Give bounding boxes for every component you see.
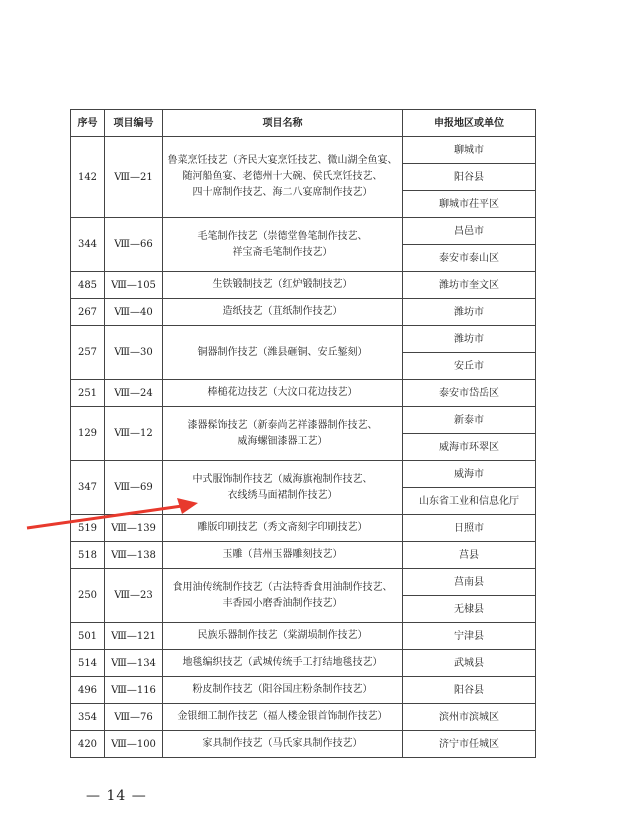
region-cell: 无棣县 — [403, 596, 536, 623]
header-region: 申报地区或单位 — [403, 110, 536, 137]
serial-cell: 251 — [71, 380, 105, 407]
project-name-line: 家具制作技艺（马氏家具制作技艺） — [202, 738, 363, 749]
project-name-line: 金银细工制作技艺（福人楼金银首饰制作技艺） — [177, 711, 388, 722]
project-name-line: 棒槌花边技艺（大汶口花边技艺） — [207, 387, 358, 398]
project-name-line: 粉皮制作技艺（阳谷国庄粉条制作技艺） — [192, 684, 373, 695]
page-number: — 14 — — [86, 788, 147, 804]
code-cell: Ⅷ—21 — [105, 137, 163, 218]
region-cell: 潍坊市 — [403, 299, 536, 326]
region-cell: 阳谷县 — [403, 164, 536, 191]
project-name-line: 中式服饰制作技艺（威海旗袍制作技艺、 — [192, 473, 373, 485]
project-name-line: 随河船鱼宴、老德州十大碗、侯氏烹饪技艺、 — [182, 171, 383, 182]
region-cell: 聊城市茌平区 — [403, 191, 536, 218]
code-cell: Ⅷ—76 — [105, 704, 163, 731]
project-name-line: 威海螺钿漆器工艺） — [237, 435, 328, 447]
region-cell: 泰安市岱岳区 — [403, 380, 536, 407]
code-cell: Ⅷ—138 — [105, 542, 163, 569]
serial-cell: 267 — [71, 299, 105, 326]
project-name-line: 生铁锻制技艺（红炉锻制技艺） — [212, 279, 353, 290]
region-cell: 滨州市滨城区 — [403, 704, 536, 731]
serial-cell: 485 — [71, 272, 105, 299]
serial-cell: 518 — [71, 542, 105, 569]
region-cell: 聊城市 — [403, 137, 536, 164]
region-cell: 潍坊市奎文区 — [403, 272, 536, 299]
arrow-shaft — [27, 506, 182, 528]
serial-cell: 129 — [71, 407, 105, 461]
region-cell: 阳谷县 — [403, 677, 536, 704]
serial-cell: 257 — [71, 326, 105, 380]
project-name-line: 民族乐器制作技艺（棠湖埙制作技艺） — [197, 630, 368, 641]
serial-cell: 354 — [71, 704, 105, 731]
serial-cell: 344 — [71, 218, 105, 272]
project-name-line: 鲁菜烹饪技艺（齐民大宴烹饪技艺、微山湖全鱼宴、 — [167, 155, 398, 166]
code-cell: Ⅷ—105 — [105, 272, 163, 299]
code-cell: Ⅷ—23 — [105, 569, 163, 623]
serial-cell: 420 — [71, 731, 105, 758]
project-name-line: 漆器髹饰技艺（新泰尚艺祥漆器制作技艺、 — [187, 419, 378, 431]
project-name-line: 玉雕（莒州玉器雕刻技艺） — [222, 549, 343, 560]
region-cell: 济宁市任城区 — [403, 731, 536, 758]
region-cell: 安丘市 — [403, 353, 536, 380]
code-cell: Ⅷ—66 — [105, 218, 163, 272]
header-serial: 序号 — [71, 110, 105, 137]
project-name-line: 祥宝斋毛笔制作技艺） — [232, 246, 333, 258]
code-cell: Ⅷ—40 — [105, 299, 163, 326]
project-name-line: 毛笔制作技艺（崇德堂鲁笔制作技艺、 — [197, 230, 368, 242]
project-name-line: 食用油传统制作技艺（古法特香食用油制作技艺、 — [172, 581, 393, 593]
region-cell: 威海市 — [403, 461, 536, 488]
serial-cell: 496 — [71, 677, 105, 704]
project-name-line: 地毯编织技艺（武城传统手工打结地毯技艺） — [182, 657, 383, 668]
region-cell: 新泰市 — [403, 407, 536, 434]
project-name-line: 造纸技艺（苴纸制作技艺） — [222, 306, 343, 317]
code-cell: Ⅷ—139 — [105, 515, 163, 542]
region-cell: 昌邑市 — [403, 218, 536, 245]
serial-cell: 142 — [71, 137, 105, 218]
region-cell: 莒南县 — [403, 569, 536, 596]
code-cell: Ⅷ—24 — [105, 380, 163, 407]
project-name-line: 丰香园小磨香油制作技艺） — [222, 597, 343, 609]
serial-cell: 519 — [71, 515, 105, 542]
header-code: 项目编号 — [105, 110, 163, 137]
serial-cell: 250 — [71, 569, 105, 623]
project-name-line: 衣线绣马面裙制作技艺） — [227, 489, 338, 501]
code-cell: Ⅷ—134 — [105, 650, 163, 677]
region-cell: 山东省工业和信息化厅 — [403, 488, 536, 515]
region-cell: 威海市环翠区 — [403, 434, 536, 461]
project-name-line: 雕版印刷技艺（秀文斋刻字印刷技艺） — [197, 522, 368, 533]
serial-cell: 501 — [71, 623, 105, 650]
header-name: 项目名称 — [163, 110, 403, 137]
code-cell: Ⅷ—12 — [105, 407, 163, 461]
arrow-head — [177, 498, 198, 514]
region-cell: 潍坊市 — [403, 326, 536, 353]
region-cell: 莒县 — [403, 542, 536, 569]
region-cell: 泰安市泰山区 — [403, 245, 536, 272]
project-name-line: 四十席制作技艺、海二八宴席制作技艺） — [192, 187, 373, 198]
region-cell: 日照市 — [403, 515, 536, 542]
serial-cell: 347 — [71, 461, 105, 515]
code-cell: Ⅷ—100 — [105, 731, 163, 758]
project-name-line: 铜器制作技艺（潍县砸铜、安丘錾刻） — [197, 346, 368, 358]
serial-cell: 514 — [71, 650, 105, 677]
code-cell: Ⅷ—69 — [105, 461, 163, 515]
code-cell: Ⅷ—121 — [105, 623, 163, 650]
region-cell: 武城县 — [403, 650, 536, 677]
code-cell: Ⅷ—30 — [105, 326, 163, 380]
region-cell: 宁津县 — [403, 623, 536, 650]
code-cell: Ⅷ—116 — [105, 677, 163, 704]
